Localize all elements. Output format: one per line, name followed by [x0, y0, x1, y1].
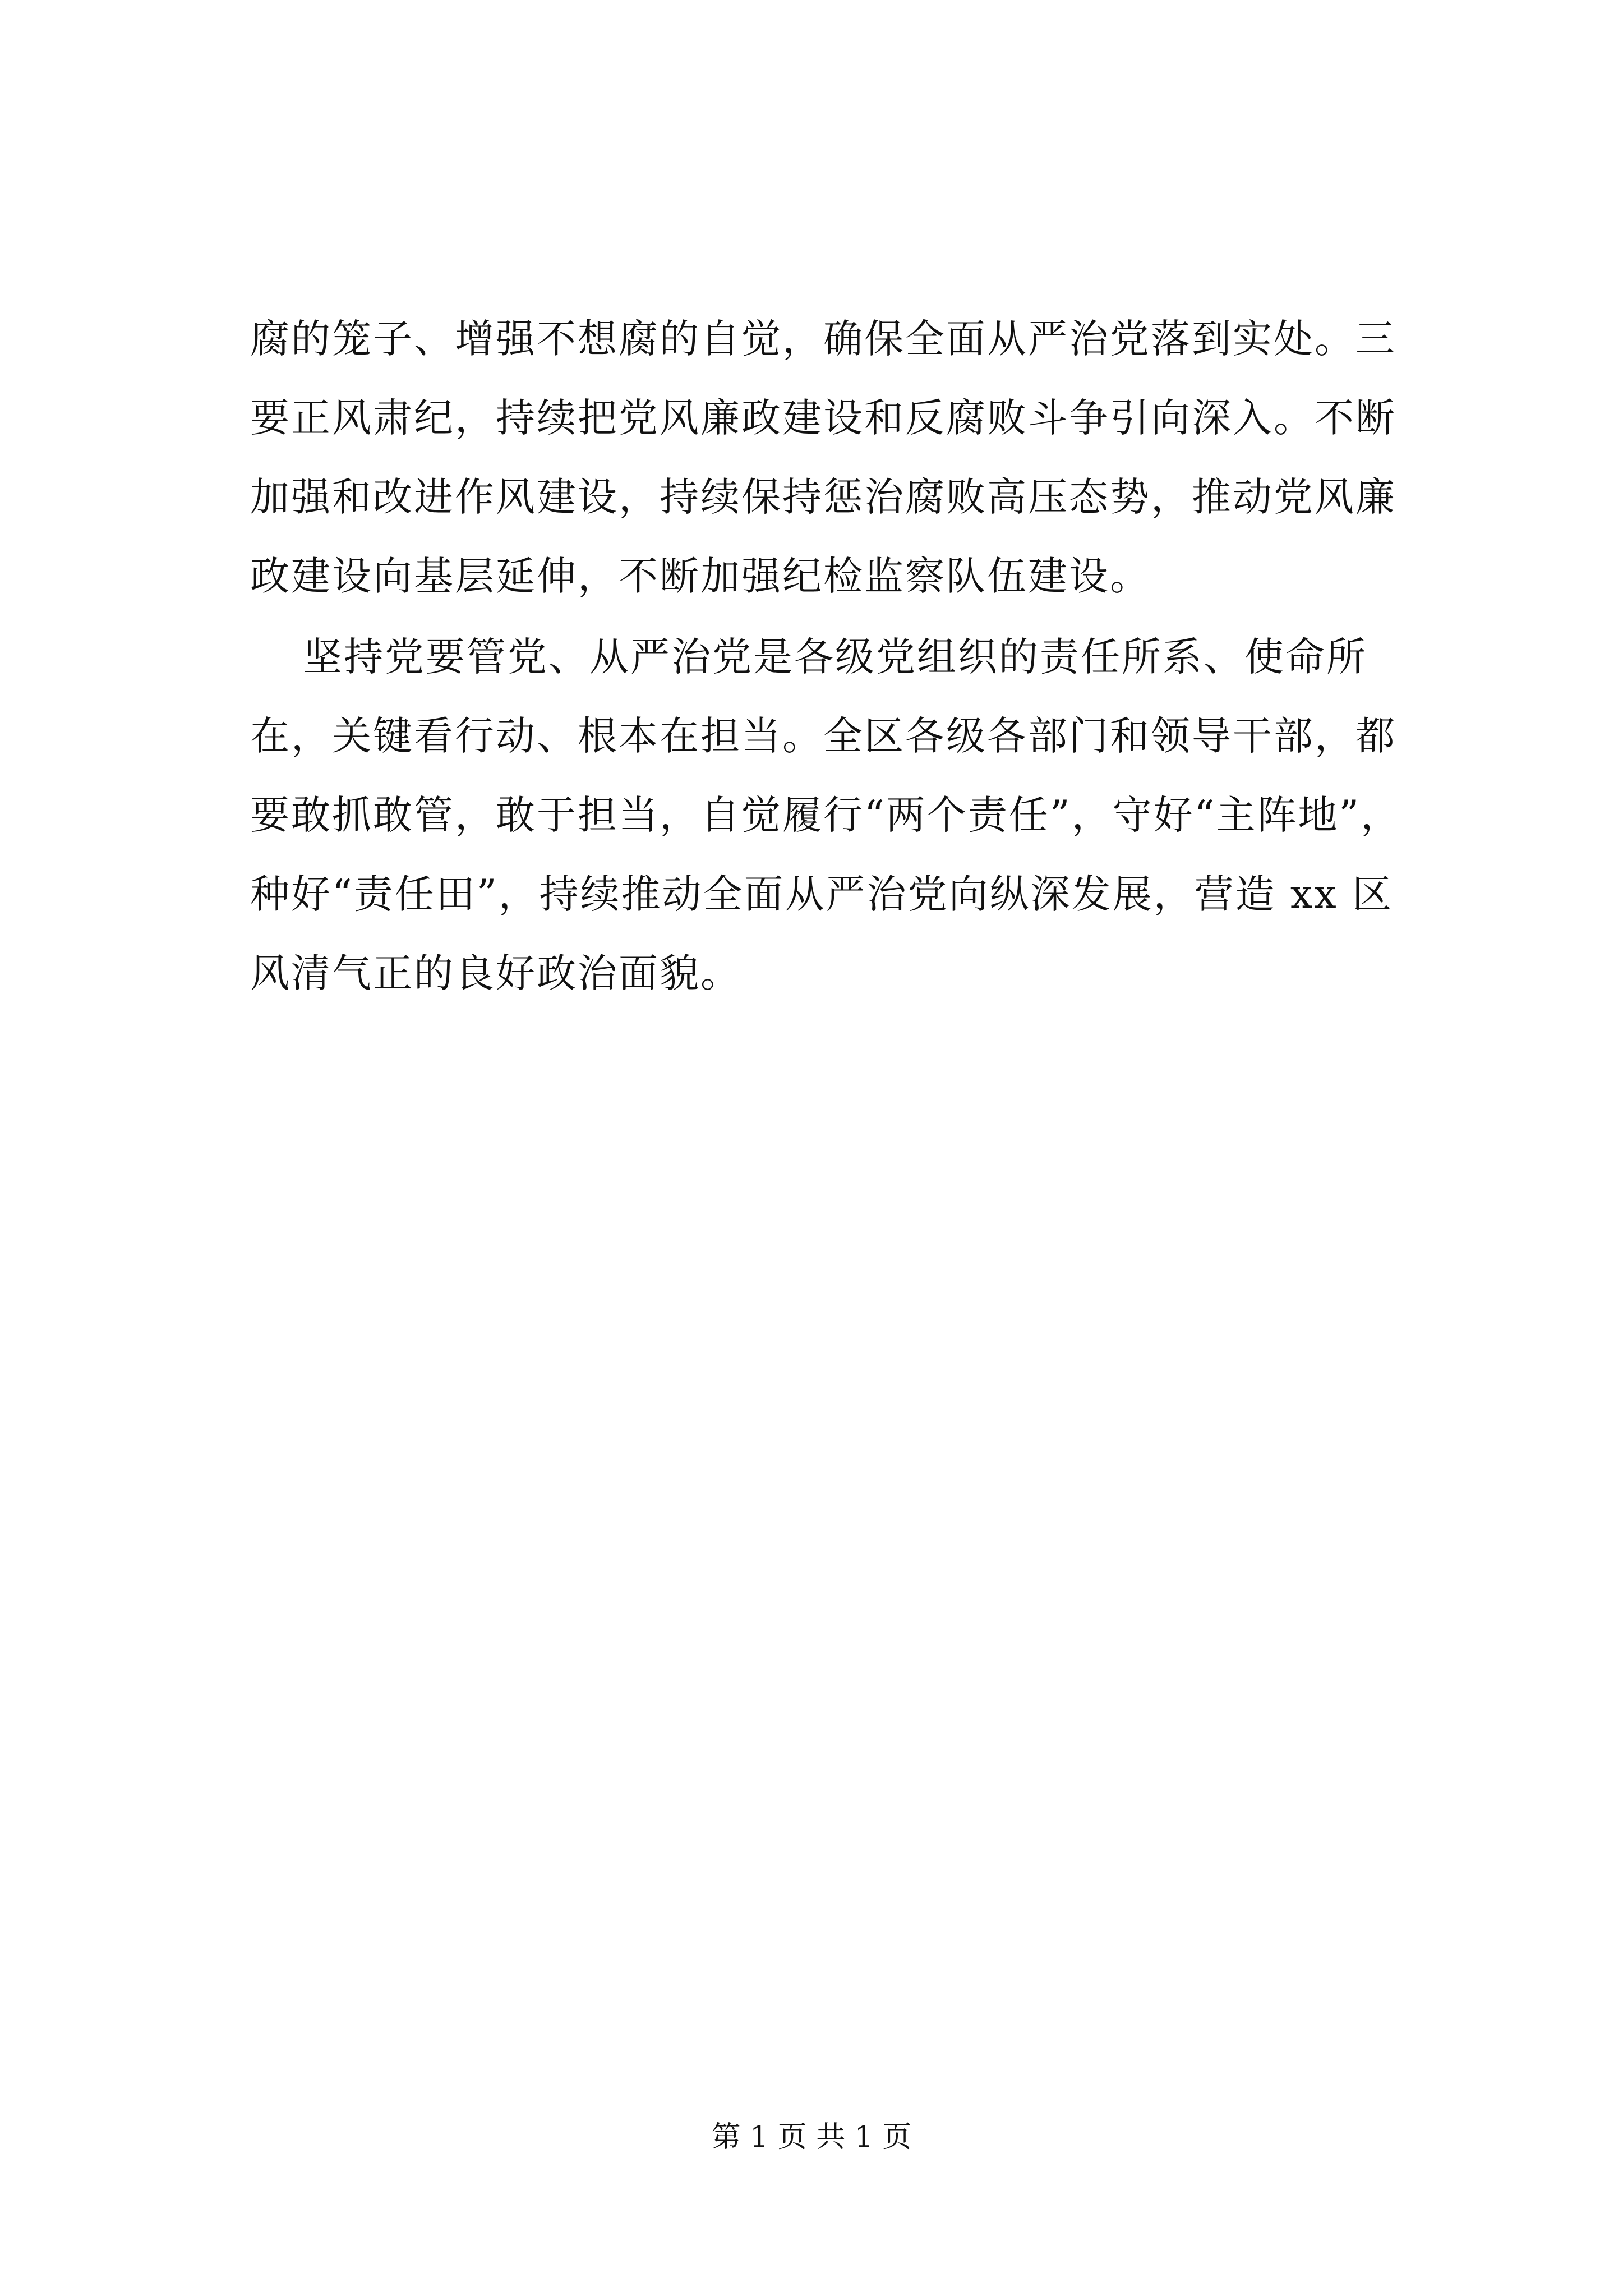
- text-line: 在，关键看行动、根本在担当。全区各级各部门和领导干部，都: [250, 713, 1396, 759]
- text-line: 风清气正的良好政治面貌。: [250, 950, 741, 996]
- paragraph-first-line: 坚持党要管党、从严治党是各级党组织的责任所系、使命所: [303, 634, 1367, 680]
- page-number-footer: 第 1 页 共 1 页: [711, 2120, 912, 2154]
- text-line: 要敢抓敢管，敢于担当，自觉履行“两个责任”，守好“主阵地”，: [250, 792, 1402, 838]
- text-line: 种好“责任田”，持续推动全面从严治党向纵深发展，营造 xx 区: [250, 871, 1394, 917]
- text-line: 加强和改进作风建设，持续保持惩治腐败高压态势，推动党风廉: [250, 474, 1396, 520]
- text-line: 要正风肃纪，持续把党风廉政建设和反腐败斗争引向深入。不断: [250, 395, 1396, 441]
- text-line: 政建设向基层延伸，不断加强纪检监察队伍建设。: [250, 553, 1151, 599]
- text-line: 腐的笼子、增强不想腐的自觉，确保全面从严治党落到实处。三: [250, 316, 1396, 362]
